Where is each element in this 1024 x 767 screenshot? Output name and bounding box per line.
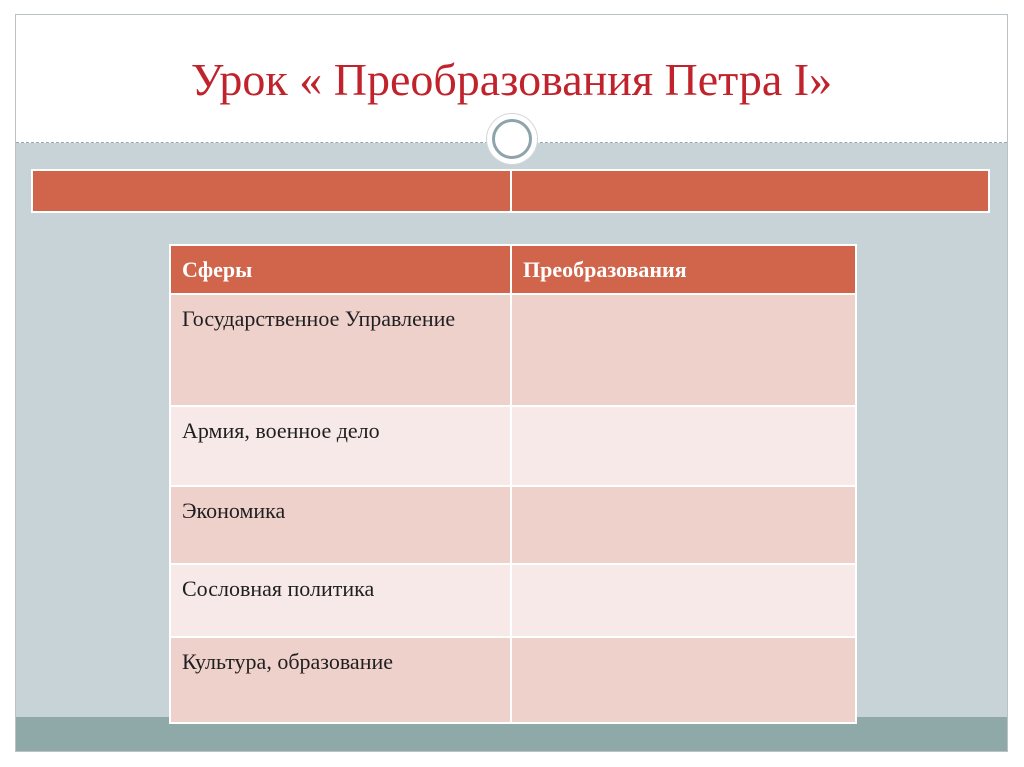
spheres-table (169, 244, 857, 724)
sphere-cell: Государственное Управление (170, 294, 511, 406)
table-row (170, 564, 856, 637)
header-spheres: Сферы (170, 245, 511, 294)
sphere-cell: Культура, образование (170, 637, 511, 723)
transformation-cell[interactable] (511, 294, 856, 406)
slide-frame (15, 14, 1008, 752)
sphere-cell: Экономика (170, 486, 511, 564)
empty-header-cell-right (510, 171, 989, 211)
empty-header-table (31, 169, 990, 213)
transformation-cell[interactable] (511, 637, 856, 723)
sphere-cell: Армия, военное дело (170, 406, 511, 486)
transformation-cell[interactable] (511, 486, 856, 564)
circle-ring (492, 119, 532, 159)
empty-header-cell-left (33, 171, 510, 211)
table-row (170, 294, 856, 406)
header-transformations: Преобразования (511, 245, 856, 294)
table-row (170, 637, 856, 723)
table-row (170, 486, 856, 564)
transformation-cell[interactable] (511, 564, 856, 637)
sphere-cell: Сословная политика (170, 564, 511, 637)
slide-title: Урок « Преобразования Петра I» (190, 54, 833, 105)
table-row (170, 406, 856, 486)
transformation-cell[interactable] (511, 406, 856, 486)
table-header-row (170, 245, 856, 294)
circle-ornament-icon (487, 114, 537, 164)
